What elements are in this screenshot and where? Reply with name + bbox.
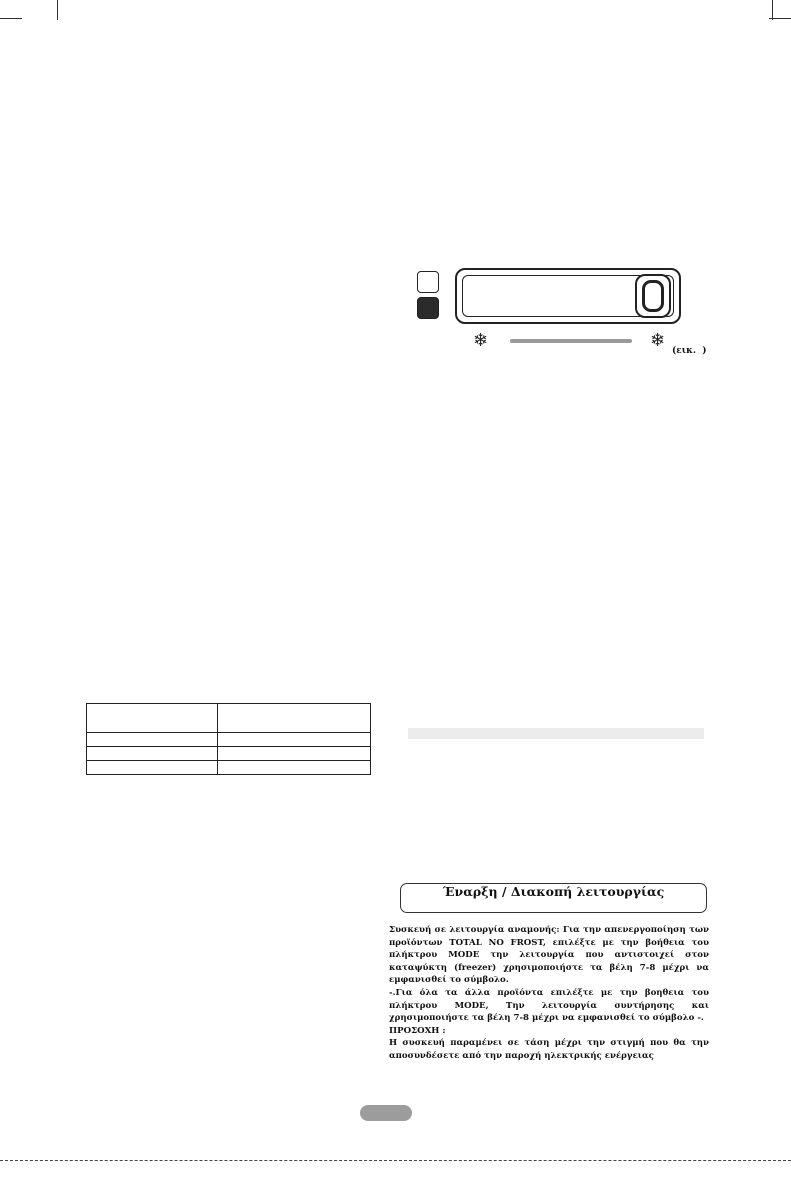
section-heading: Έναρξη / Διακοπή λειτουργίας xyxy=(442,884,665,899)
page-number-pill xyxy=(360,1105,412,1121)
crop-mark xyxy=(57,0,58,20)
trim-line xyxy=(0,1160,791,1161)
crop-mark xyxy=(0,18,22,19)
indicator-light-on xyxy=(417,297,439,319)
paragraph: Η συσκευή παραμένει σε τάση μέχρι την στιγμή που θα την αποσυνδέσετε από την παροχή ηλεκτρικής ενέργειας xyxy=(389,1038,709,1061)
paragraph: Συσκευή σε λειτουργία αναμονής: Για την απενεργοποίηση των προϊόντων TOTAL NO FROST, επιλέξτε με την βοήθεια του πλήκτρου MODE την λειτουργία που αντιστοιχεί στον καταψύκτη (freezer) χρησιμοποιήστε τα βέλη 7-8 μέχρι να εμφανισθεί το σύμβολο. xyxy=(389,925,709,986)
temperature-slider xyxy=(510,339,632,343)
crop-mark xyxy=(769,18,791,19)
table-row xyxy=(87,704,371,733)
paragraph-warning-title: ΠΡΟΣΟΧΗ : xyxy=(389,1025,446,1036)
crop-mark xyxy=(772,0,773,20)
table-row xyxy=(87,733,371,747)
snowflake-icon: ❄ xyxy=(473,330,489,351)
figure-label: (εικ. ) xyxy=(672,346,707,356)
shaded-bar xyxy=(408,728,704,739)
table-row xyxy=(87,761,371,775)
indicator-light-off xyxy=(417,271,439,293)
control-knob-inner xyxy=(642,280,664,312)
paragraph: -.Για όλα τα άλλα προϊόντα επιλέξτε με την βοηθεια του πλήκτρου MODE, Την λειτουργία συντήρησης και χρησιμοποιήστε τα βέλη 7-8 μέχρι να εμφανισθεί το σύμβολο -. xyxy=(389,987,709,1024)
table-row xyxy=(87,747,371,761)
snowflake-icon: ❄ xyxy=(650,330,666,351)
spec-table xyxy=(86,703,371,775)
body-text xyxy=(389,924,709,1063)
